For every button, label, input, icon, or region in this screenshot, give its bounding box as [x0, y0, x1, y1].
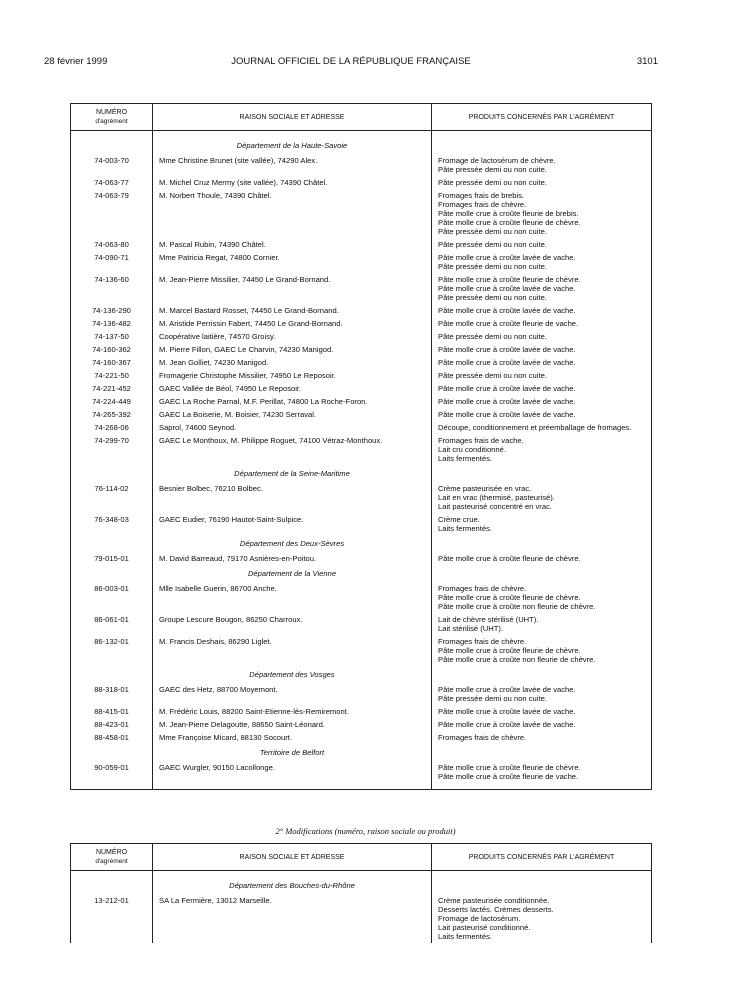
table-row — [71, 251, 652, 273]
table-row — [71, 552, 652, 565]
approval-number: 88-415-01 — [71, 705, 153, 718]
company-address: GAEC Wurgler, 90150 Lacollonge. — [153, 761, 432, 783]
department-name: Département de la Vienne — [153, 565, 432, 582]
product-line: Pâte pressée demi ou non cuite. — [438, 178, 547, 187]
product-line: Pâte molle crue à croûte fleurie de chèvre. — [438, 646, 581, 655]
product-line: Fromages frais de chèvre. — [438, 584, 527, 593]
approval-number: 74-221-50 — [71, 369, 153, 382]
approval-number: 90-059-01 — [71, 761, 153, 783]
products-cell — [432, 552, 652, 565]
table-row — [71, 582, 652, 613]
product-line: Pâte molle crue à croûte lavée de vache. — [438, 685, 576, 694]
products-cell — [432, 330, 652, 343]
department-name: Département des Vosges — [153, 666, 432, 683]
company-address: M. Aristide Perrissin Fabert, 74450 Le Grand-Bornand. — [153, 317, 432, 330]
product-line: Pâte molle crue à croûte fleurie de vache. — [438, 319, 579, 328]
products-cell — [432, 189, 652, 238]
company-address: M. Pascal Rubin, 74390 Châtel. — [153, 238, 432, 251]
department-name: Département de la Seine-Maritime — [153, 465, 432, 482]
products-cell — [432, 513, 652, 535]
approval-number: 86-132-01 — [71, 635, 153, 666]
approval-number: 88-318-01 — [71, 683, 153, 705]
product-line: Pâte molle crue à croûte fleurie de chèvre. — [438, 218, 581, 227]
approval-number: 74-160-367 — [71, 356, 153, 369]
company-address: GAEC La Boiserie, M. Boisier, 74230 Serraval. — [153, 408, 432, 421]
table-row — [71, 434, 652, 465]
table-row — [71, 731, 652, 744]
company-address: Mme Patricia Regat, 74800 Cornier. — [153, 251, 432, 273]
product-line: Pâte pressée demi ou non cuite. — [438, 371, 547, 380]
approval-number: 74-137-50 — [71, 330, 153, 343]
approval-number: 74-136-60 — [71, 273, 153, 304]
department-name: Département des Bouches-du-Rhône — [153, 877, 432, 894]
product-line: Pâte molle crue à croûte fleurie de brebis. — [438, 209, 579, 218]
product-line: Pâte molle crue à croûte non fleurie de chèvre. — [438, 655, 596, 664]
product-line: Lait pasteurisé conditionné. — [438, 923, 531, 932]
products-cell — [432, 176, 652, 189]
approval-number: 74-268-06 — [71, 421, 153, 434]
products-cell — [432, 317, 652, 330]
department-row — [71, 565, 652, 582]
product-line: Crème crue. — [438, 515, 480, 524]
spacer-row — [71, 783, 652, 790]
company-address: GAEC La Roche Parnal, M.F. Perillat, 74800 La Roche-Foron. — [153, 395, 432, 408]
product-line: Pâte molle crue à croûte non fleurie de chèvre. — [438, 602, 596, 611]
table-row — [71, 369, 652, 382]
approval-number: 88-458-01 — [71, 731, 153, 744]
products-cell — [432, 761, 652, 783]
product-line: Pâte molle crue à croûte lavée de vache. — [438, 358, 576, 367]
product-line: Pâte pressée demi ou non cuite. — [438, 293, 547, 302]
product-line: Pâte molle crue à croûte lavée de vache. — [438, 397, 576, 406]
column-header-number: NUMÉRO d'agrément — [71, 844, 153, 871]
product-line: Fromage de lactosérum de chèvre. — [438, 156, 556, 165]
department-row — [71, 666, 652, 683]
product-line: Pâte molle crue à croûte lavée de vache. — [438, 410, 576, 419]
product-line: Lait pasteurisé concentré en vrac. — [438, 502, 552, 511]
company-address: M. Jean-Pierre Missilier, 74450 Le Grand-Bornand. — [153, 273, 432, 304]
approval-number: 74-003-70 — [71, 154, 153, 176]
company-address: SA La Fermière, 13012 Marseille. — [153, 894, 432, 943]
products-cell — [432, 343, 652, 356]
company-address: GAEC Le Monthoux, M. Philippe Roguet, 74100 Vétraz-Monthoux. — [153, 434, 432, 465]
product-line: Pâte pressée demi ou non cuite. — [438, 165, 547, 174]
product-line: Pâte pressée demi ou non cuite. — [438, 694, 547, 703]
table-row — [71, 189, 652, 238]
product-line: Fromages frais de brebis. — [438, 191, 525, 200]
products-cell — [432, 718, 652, 731]
company-address: M. Norbert Thoule, 74390 Châtel. — [153, 189, 432, 238]
approval-number: 74-136-290 — [71, 304, 153, 317]
table-row — [71, 395, 652, 408]
products-cell — [432, 238, 652, 251]
table-row — [71, 513, 652, 535]
products-cell — [432, 395, 652, 408]
table-row — [71, 613, 652, 635]
products-cell — [432, 251, 652, 273]
column-header-products: PRODUITS CONCERNÉS PAR L'AGRÉMENT — [432, 104, 652, 131]
column-header-address: RAISON SOCIALE ET ADRESSE — [153, 844, 432, 871]
approvals-table — [70, 103, 652, 790]
table-row — [71, 718, 652, 731]
column-header-address: RAISON SOCIALE ET ADRESSE — [153, 104, 432, 131]
department-name: Territoire de Belfort — [153, 744, 432, 761]
company-address: Groupe Lescure Bougon, 86250 Charroux. — [153, 613, 432, 635]
company-address: Mme Françoise Micard, 88130 Socourt. — [153, 731, 432, 744]
table-row — [71, 482, 652, 513]
department-row — [71, 877, 652, 894]
table-row — [71, 356, 652, 369]
company-address: M. David Barreaud, 79170 Asnières-en-Poitou. — [153, 552, 432, 565]
product-line: Laits fermentés. — [438, 932, 493, 941]
table-row — [71, 705, 652, 718]
column-header-products: PRODUITS CONCERNÉS PAR L'AGRÉMENT — [432, 844, 652, 871]
table-row — [71, 343, 652, 356]
product-line: Pâte molle crue à croûte lavée de vache. — [438, 306, 576, 315]
products-cell — [432, 894, 652, 943]
products-cell — [432, 154, 652, 176]
company-address: Besnier Bolbec, 76210 Bolbec. — [153, 482, 432, 513]
product-line: Pâte molle crue à croûte fleurie de chèvre. — [438, 763, 581, 772]
table-row — [71, 330, 652, 343]
table-row — [71, 176, 652, 189]
product-line: Lait en vrac (thermisé, pasteurisé). — [438, 493, 555, 502]
product-line: Pâte pressée demi ou non cuite. — [438, 262, 547, 271]
section-title: 2° Modifications (numéro, raison sociale ou produit) — [275, 826, 456, 836]
approval-number: 74-224-449 — [71, 395, 153, 408]
approval-number: 74-063-79 — [71, 189, 153, 238]
department-row — [71, 137, 652, 154]
product-line: Pâte molle crue à croûte fleurie de chèvre. — [438, 593, 581, 602]
products-cell — [432, 582, 652, 613]
products-cell — [432, 408, 652, 421]
approval-number: 74-063-80 — [71, 238, 153, 251]
product-line: Pâte molle crue à croûte fleurie de chèvre. — [438, 275, 581, 284]
product-line: Pâte molle crue à croûte lavée de vache. — [438, 253, 576, 262]
page-number: 3101 — [636, 56, 658, 67]
modifications-table — [70, 843, 652, 943]
approval-number: 13-212-01 — [71, 894, 153, 943]
approval-number: 79-015-01 — [71, 552, 153, 565]
approval-number: 74-090-71 — [71, 251, 153, 273]
product-line: Pâte molle crue à croûte lavée de vache. — [438, 384, 576, 393]
approval-number: 74-063-77 — [71, 176, 153, 189]
company-address: M. Francis Deshais, 86290 Liglet. — [153, 635, 432, 666]
product-line: Fromage de lactosérum. — [438, 914, 521, 923]
column-header-number: NUMÉRO d'agrément — [71, 104, 153, 131]
product-line: Fromages frais de chèvre. — [438, 200, 527, 209]
header-title: JOURNAL OFFICIEL DE LA RÉPUBLIQUE FRANÇAISE — [231, 56, 471, 67]
company-address: GAEC Eudier, 76190 Hautot-Saint-Sulpice. — [153, 513, 432, 535]
product-line: Pâte molle crue à croûte fleurie de vache. — [438, 772, 579, 781]
approval-number: 74-160-362 — [71, 343, 153, 356]
products-cell — [432, 356, 652, 369]
approval-number: 74-299-70 — [71, 434, 153, 465]
products-cell — [432, 613, 652, 635]
company-address: GAEC Vallée de Béol, 74950 Le Reposoir. — [153, 382, 432, 395]
company-address: M. Jean Golliet, 74230 Manigod. — [153, 356, 432, 369]
approval-number: 86-003-01 — [71, 582, 153, 613]
table-row — [71, 382, 652, 395]
products-cell — [432, 421, 652, 434]
table-row — [71, 408, 652, 421]
approval-number: 88-423-01 — [71, 718, 153, 731]
company-address: M. Jean-Pierre Delagoutte, 88650 Saint-Léonard. — [153, 718, 432, 731]
company-address: Mlle Isabelle Guerin, 86700 Anche. — [153, 582, 432, 613]
approval-number: 76-114-02 — [71, 482, 153, 513]
product-line: Fromages frais de chèvre. — [438, 637, 527, 646]
company-address: Mme Christine Brunet (site vallée), 74290 Alex. — [153, 154, 432, 176]
product-line: Découpe, conditionnement et préemballage de fromages. — [438, 423, 632, 432]
table-row — [71, 238, 652, 251]
page-header — [44, 56, 658, 70]
product-line: Lait cru conditionné. — [438, 445, 506, 454]
product-line: Pâte molle crue à croûte lavée de vache. — [438, 345, 576, 354]
department-row — [71, 535, 652, 552]
product-line: Laits fermentés. — [438, 524, 493, 533]
products-cell — [432, 434, 652, 465]
table-row — [71, 683, 652, 705]
company-address: M. Marcel Bastard Rosset, 74450 Le Grand-Bornand. — [153, 304, 432, 317]
department-row — [71, 465, 652, 482]
table-header-row — [71, 844, 652, 871]
table-row — [71, 154, 652, 176]
table-row — [71, 635, 652, 666]
approval-number: 86-061-01 — [71, 613, 153, 635]
company-address: Coopérative laitière, 74570 Groisy. — [153, 330, 432, 343]
table-row — [71, 304, 652, 317]
company-address: Saprol, 74600 Seynod. — [153, 421, 432, 434]
product-line: Laits fermentés. — [438, 454, 493, 463]
products-cell — [432, 304, 652, 317]
table-row — [71, 421, 652, 434]
products-cell — [432, 731, 652, 744]
table-body — [71, 131, 652, 790]
header-date: 28 février 1999 — [44, 56, 108, 67]
products-cell — [432, 635, 652, 666]
product-line: Pâte pressée demi ou non cuite. — [438, 227, 547, 236]
company-address: M. Michel Cruz Mermy (site vallée), 74390 Châtel. — [153, 176, 432, 189]
products-cell — [432, 482, 652, 513]
product-line: Pâte molle crue à croûte lavée de vache. — [438, 707, 576, 716]
products-cell — [432, 369, 652, 382]
table-row — [71, 761, 652, 783]
product-line: Lait stérilisé (UHT). — [438, 624, 503, 633]
department-name: Département de la Haute-Savoie — [153, 137, 432, 154]
product-line: Pâte molle crue à croûte lavée de vache. — [438, 720, 576, 729]
approval-number: 74-221-452 — [71, 382, 153, 395]
product-line: Pâte molle crue à croûte lavée de vache. — [438, 284, 576, 293]
company-address: M. Pierre Fillon, GAEC Le Charvin, 74230 Manigod. — [153, 343, 432, 356]
company-address: GAEC des Hetz, 88700 Moyemont. — [153, 683, 432, 705]
product-line: Crème pasteurisée conditionnée. — [438, 896, 550, 905]
product-line: Pâte pressée demi ou non cuite. — [438, 240, 547, 249]
table-row — [71, 317, 652, 330]
approval-number: 76-348-03 — [71, 513, 153, 535]
department-name: Département des Deux-Sèvres — [153, 535, 432, 552]
product-line: Lait de chèvre stérilisé (UHT). — [438, 615, 539, 624]
product-line: Crème pasteurisée en vrac. — [438, 484, 532, 493]
products-cell — [432, 273, 652, 304]
product-line: Fromages frais de vache. — [438, 436, 524, 445]
products-cell — [432, 705, 652, 718]
products-cell — [432, 382, 652, 395]
company-address: M. Frédéric Louis, 88200 Saint-Etienne-lès-Remiremont. — [153, 705, 432, 718]
product-line: Pâte molle crue à croûte fleurie de chèvre. — [438, 554, 581, 563]
product-line: Pâte pressée demi ou non cuite. — [438, 332, 547, 341]
approval-number: 74-265-392 — [71, 408, 153, 421]
department-row — [71, 744, 652, 761]
table-row — [71, 894, 652, 943]
products-cell — [432, 683, 652, 705]
table-body — [71, 871, 652, 944]
table-row — [71, 273, 652, 304]
approval-number: 74-136-482 — [71, 317, 153, 330]
product-line: Fromages frais de chèvre. — [438, 733, 527, 742]
company-address: Fromagerie Christophe Missilier, 74950 Le Reposoir. — [153, 369, 432, 382]
table-header-row — [71, 104, 652, 131]
product-line: Desserts lactés. Crèmes desserts. — [438, 905, 554, 914]
